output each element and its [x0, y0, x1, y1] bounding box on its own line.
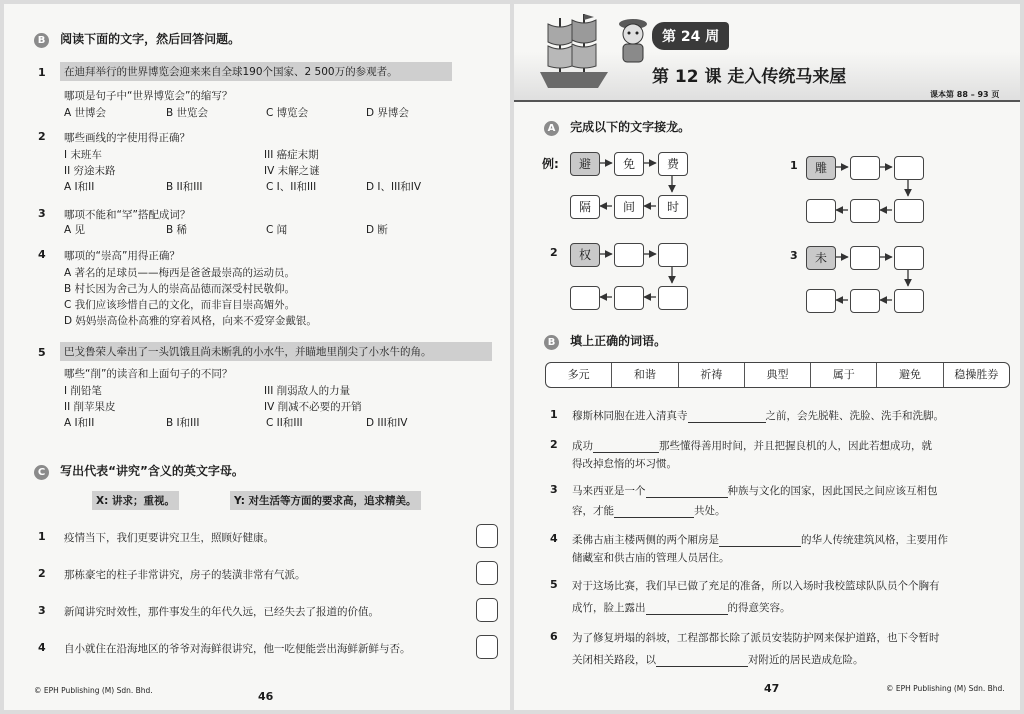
statement-item: I 削铅笔	[64, 385, 102, 397]
statement-item: I 末班车	[64, 149, 102, 161]
question-number: 1	[38, 530, 46, 543]
week-badge: 第 24 周	[652, 22, 729, 50]
option-b[interactable]: B I和III	[166, 417, 200, 429]
chain-cell: 未	[806, 246, 836, 270]
option-c[interactable]: C 闻	[266, 224, 288, 236]
answer-blank[interactable]	[656, 654, 748, 667]
answer-blank[interactable]	[646, 602, 728, 615]
statement-item: IV 末解之谜	[264, 165, 320, 177]
word-bank-item: 避免	[877, 363, 943, 387]
chain-cell: 隔	[570, 195, 600, 219]
question-number: 2	[550, 438, 558, 451]
chain-input-cell[interactable]	[894, 199, 924, 223]
definition-x: X: 讲求；重视。	[92, 491, 179, 510]
question-number: 2	[550, 246, 558, 259]
question-number: 3	[790, 249, 798, 262]
sentence-continuation: 成竹，脸上露出 的得意笑容。	[572, 602, 791, 614]
chain-cell: 雕	[806, 156, 836, 180]
answer-box[interactable]	[476, 524, 498, 548]
option-b[interactable]: B 世览会	[166, 107, 209, 119]
question-number: 3	[38, 207, 46, 220]
question-number: 6	[550, 630, 558, 643]
section-badge: B	[544, 335, 559, 350]
right-page	[514, 4, 1020, 710]
chain-cell: 权	[570, 243, 600, 267]
sentence-text: 自小就住在沿海地区的爷爷对海鲜很讲究，他一吃便能尝出海鲜新鲜与否。	[64, 643, 411, 655]
chain-input-cell[interactable]	[850, 199, 880, 223]
section-badge: B	[34, 33, 49, 48]
fill-sentence: 对于这场比赛，我们早已做了充足的准备，所以入场时我校篮球队队员个个胸有	[572, 580, 940, 592]
word-bank-item: 属于	[811, 363, 877, 387]
word-bank-item: 典型	[745, 363, 811, 387]
question-number: 5	[550, 578, 558, 591]
question-number: 1	[790, 159, 798, 172]
section-badge: A	[544, 121, 559, 136]
question-number: 5	[38, 346, 46, 359]
answer-box[interactable]	[476, 598, 498, 622]
answer-box[interactable]	[476, 561, 498, 585]
passage-highlight: 在迪拜举行的世界博览会迎来来自全球190个国家、2 500万的参观者。	[60, 62, 452, 81]
fill-sentence: 马来西亚是一个 种族与文化的国家，因此国民之间应该互相包	[572, 485, 938, 497]
chain-input-cell[interactable]	[850, 156, 880, 180]
option-a[interactable]: A I和II	[64, 417, 95, 429]
answer-blank[interactable]	[614, 505, 694, 518]
definition-y: Y: 对生活等方面的要求高，追求精美。	[230, 491, 421, 510]
left-page	[4, 4, 510, 710]
section-badge: C	[34, 465, 49, 480]
option-b[interactable]: B 稀	[166, 224, 188, 236]
fill-sentence: 柔佛古庙主楼两侧的两个厢房是 的华人传统建筑风格，主要用作	[572, 534, 948, 546]
fill-sentence: 穆斯林同胞在进入清真寺 之前，会先脱鞋、洗脸、洗手和洗脚。	[572, 410, 944, 422]
question-prompt: 哪些画线的字使用得正确？	[64, 132, 190, 144]
option-a[interactable]: A 见	[64, 224, 86, 236]
option-d[interactable]: D I、III和IV	[366, 181, 422, 193]
publisher-footer: © EPH Publishing (M) Sdn. Bhd.	[886, 684, 1005, 693]
chain-input-cell[interactable]	[806, 199, 836, 223]
chain-input-cell[interactable]	[850, 246, 880, 270]
sentence-text: 疫情当下，我们更要讲究卫生，照顾好健康。	[64, 532, 274, 544]
lesson-title: 第 12 课 走入传统马来屋	[652, 67, 847, 87]
word-bank-item: 稳操胜券	[954, 368, 999, 381]
section-title: 写出代表“讲究”含义的英文字母。	[60, 464, 244, 478]
question-number: 1	[38, 66, 46, 79]
option-d[interactable]: D 界博会	[366, 107, 409, 119]
option-a[interactable]: A I和II	[64, 181, 95, 193]
answer-blank[interactable]	[688, 410, 766, 423]
chain-input-cell[interactable]	[614, 286, 644, 310]
question-prompt: 哪项不能和“罕”搭配成词？	[64, 209, 191, 221]
question-number: 2	[38, 130, 46, 143]
question-prompt: 哪些“削”的读音和上面句子的不同？	[64, 368, 233, 380]
chain-cell: 费	[658, 152, 688, 176]
question-number: 4	[38, 641, 46, 654]
statement-item: II 削苹果皮	[64, 401, 116, 413]
fill-sentence: 成功 那些懂得善用时间，并且把握良机的人，因此若想成功，就	[572, 440, 932, 452]
option-a[interactable]: A 著名的足球员——梅西是爸爸最崇高的运动员。	[64, 267, 296, 279]
chain-cell: 间	[614, 195, 644, 219]
chain-input-cell[interactable]	[658, 286, 688, 310]
statement-item: IV 削减不必要的开销	[264, 401, 362, 413]
option-d[interactable]: D 妈妈崇高俭朴高雅的穿着风格，向来不爱穿金戴银。	[64, 315, 317, 327]
sentence-continuation: 容，才能 共处。	[572, 505, 726, 517]
sentence-continuation: 关闭相关路段，以 对附近的居民造成危险。	[572, 654, 864, 666]
chain-input-cell[interactable]	[614, 243, 644, 267]
section-c-header	[34, 460, 244, 480]
chain-input-cell[interactable]	[570, 286, 600, 310]
page-number: 46	[258, 690, 274, 703]
fill-sentence: 为了修复坍塌的斜坡，工程部都长除了派员安装防护网来保护道路，也下令暂时	[572, 632, 940, 644]
word-bank	[545, 362, 1010, 388]
answer-blank[interactable]	[593, 440, 659, 453]
textbook-reference: 课本第 88 – 93 页	[930, 90, 1000, 99]
sentence-text: 新闻讲究时效性，那件事发生的年代久远，已经失去了报道的价值。	[64, 606, 379, 618]
option-c[interactable]: C I、II和III	[266, 181, 317, 193]
question-number: 3	[38, 604, 46, 617]
option-b[interactable]: B 村长因为舍己为人的崇高品德而深受村民敬仰。	[64, 283, 296, 295]
chain-cell: 避	[570, 152, 600, 176]
sentence-continuation: 储藏室和供古庙的管理人员居住。	[572, 552, 730, 564]
word-bank-item: 多元	[546, 363, 612, 387]
sentence-text: 那栋豪宅的柱子非常讲究，房子的装潢非常有气派。	[64, 569, 306, 581]
answer-blank[interactable]	[646, 485, 728, 498]
publisher-footer: © EPH Publishing (M) Sdn. Bhd.	[34, 686, 153, 695]
chain-cell: 时	[658, 195, 688, 219]
chain-cell: 免	[614, 152, 644, 176]
option-d[interactable]: D 断	[366, 224, 388, 236]
passage-highlight: 巴戈鲁荣人牵出了一头饥饿且尚未断乳的小水牛，并瞄地里削尖了小水牛的角。	[60, 342, 492, 361]
chain-input-cell[interactable]	[894, 246, 924, 270]
chain-input-cell[interactable]	[850, 289, 880, 313]
option-c[interactable]: C II和III	[266, 417, 303, 429]
example-label: 例:	[542, 157, 559, 171]
word-bank-item: 祈祷	[679, 363, 745, 387]
answer-box[interactable]	[476, 635, 498, 659]
section-b-header	[34, 28, 240, 48]
section-title: 完成以下的文字接龙。	[570, 120, 691, 134]
section-b-header	[544, 330, 666, 350]
word-bank-item: 和谐	[612, 363, 678, 387]
question-number: 2	[38, 567, 46, 580]
chain-input-cell[interactable]	[806, 289, 836, 313]
section-title: 填上正确的词语。	[570, 334, 667, 348]
question-number: 1	[550, 408, 558, 421]
sentence-continuation: 得改掉怠惰的坏习惯。	[572, 458, 677, 470]
statement-item: III 削弱敌人的力量	[264, 385, 351, 397]
question-number: 4	[38, 248, 46, 261]
statement-item: III 癌症末期	[264, 149, 319, 161]
option-a[interactable]: A 世博会	[64, 107, 107, 119]
option-c[interactable]: C 我们应该珍惜自己的文化，而非盲目崇高媚外。	[64, 299, 296, 311]
question-number: 3	[550, 483, 558, 496]
question-prompt: 哪项的“崇高”用得正确？	[64, 250, 180, 262]
chain-input-cell[interactable]	[894, 289, 924, 313]
statement-item: II 穷途末路	[64, 165, 116, 177]
section-title: 阅读下面的文字，然后回答问题。	[60, 32, 241, 46]
answer-blank[interactable]	[719, 534, 801, 547]
page-number: 47	[764, 682, 780, 695]
chain-input-cell[interactable]	[894, 156, 924, 180]
question-number: 4	[550, 532, 558, 545]
option-c[interactable]: C 博览会	[266, 107, 309, 119]
question-prompt: 哪项是句子中“世界博览会”的缩写？	[64, 90, 233, 102]
option-d[interactable]: D III和IV	[366, 417, 408, 429]
chain-input-cell[interactable]	[658, 243, 688, 267]
option-b[interactable]: B II和III	[166, 181, 203, 193]
